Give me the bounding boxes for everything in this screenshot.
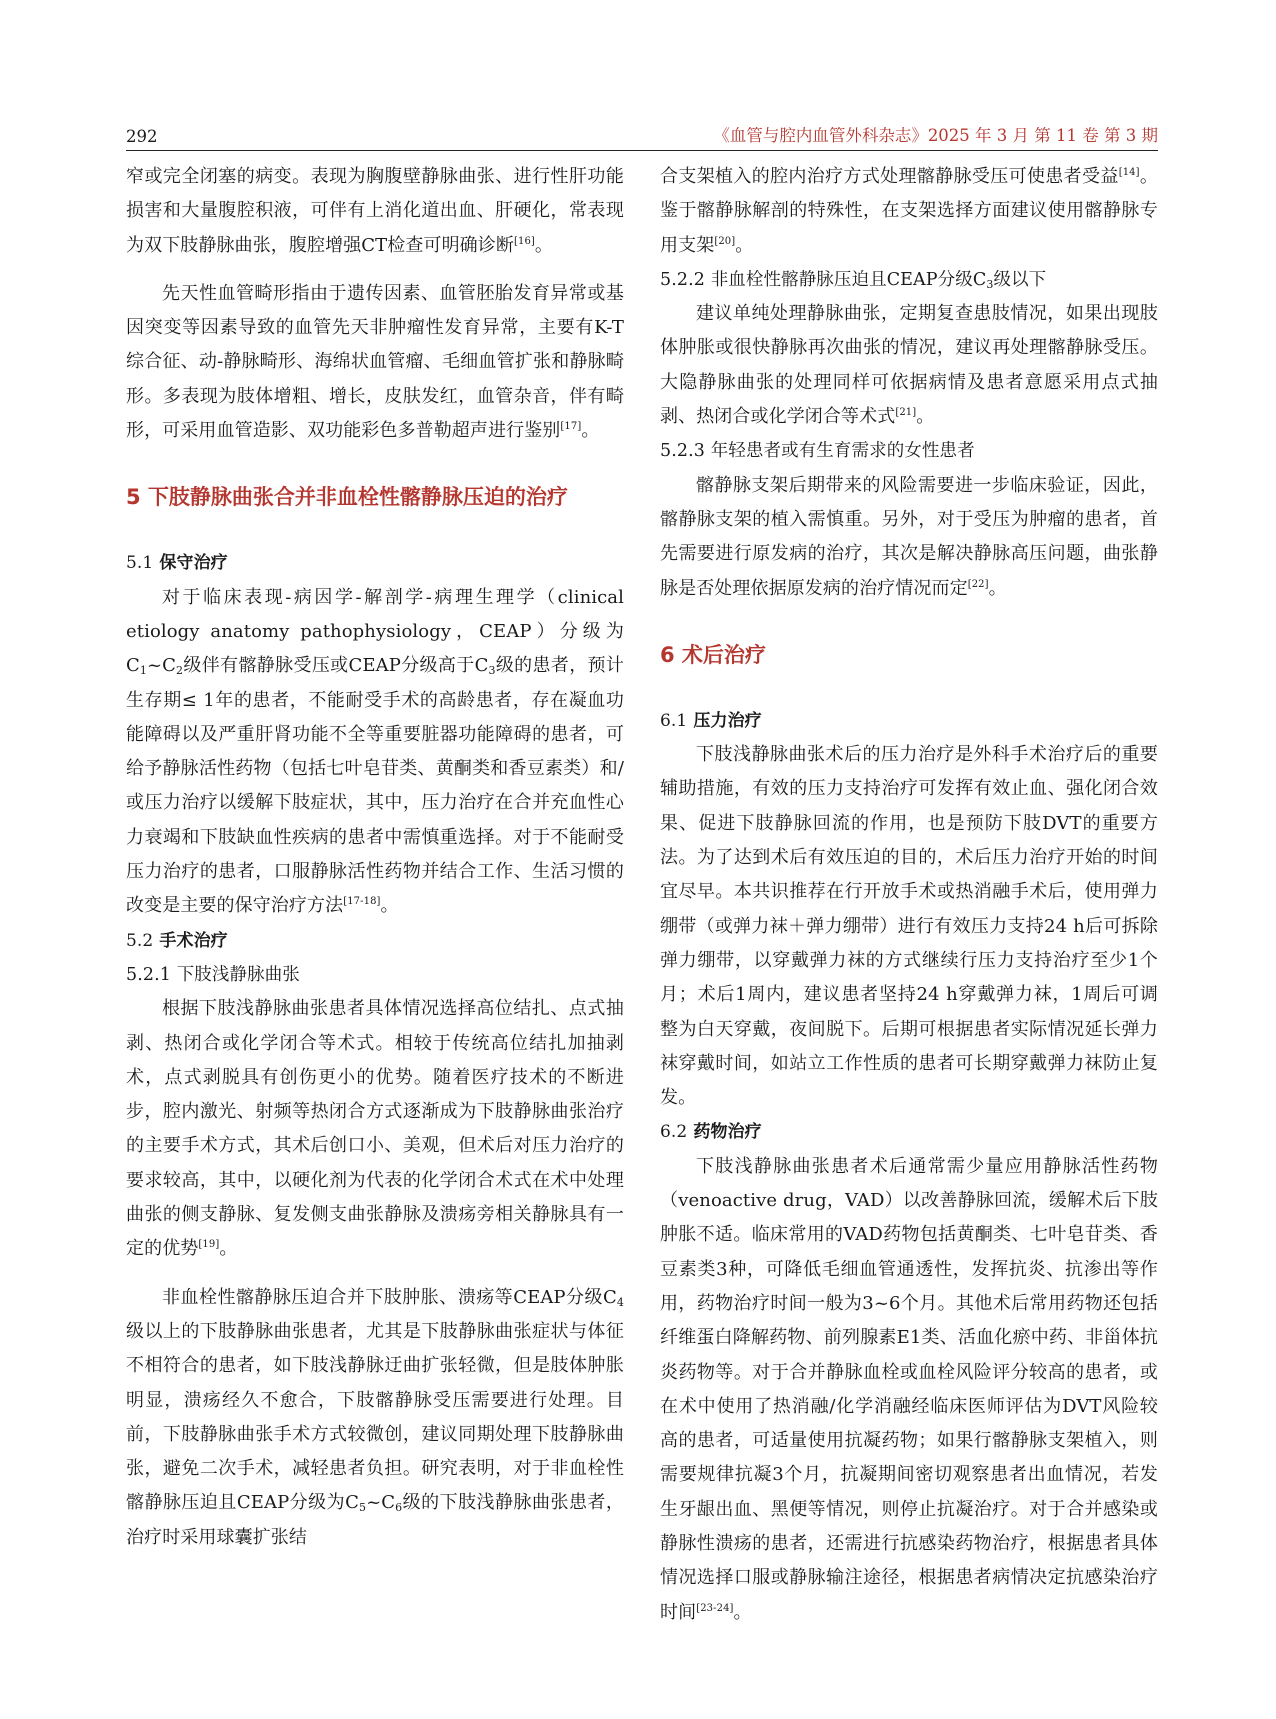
paragraph: 先天性血管畸形指由于遗传因素、血管胚胎发育异常或基因突变等因素导致的血管先天非肿瘤性发育异常，主要有K-T综合征、动-静脉畸形、海绵状血管瘤、毛细血管扩张和静脉畸形。多表现为肢体增粗、增长，皮肤发红，血管杂音，伴有畸形，可采用血管造影、双功能彩色多普勒超声进行鉴别[17]。 (126, 282, 624, 442)
subsubsection-heading: 5.2.1 下肢浅静脉曲张 (126, 964, 300, 985)
citation-ref[interactable]: [17] (560, 421, 582, 433)
left-column (126, 160, 624, 1555)
section-heading: 6 术后治疗 (660, 642, 766, 667)
running-head (126, 118, 1158, 146)
paragraph: 窄或完全闭塞的病变。表现为胸腹壁静脉曲张、进行性肝功能损害和大量腹腔积液，可伴有上消化道出血、肝硬化，常表现为双下肢静脉曲张，腹腔增强CT检查可明确诊断[16]。 (126, 166, 624, 256)
paragraph: 髂静脉支架后期带来的风险需要进一步临床验证，因此，髂静脉支架的植入需慎重。另外，对于受压为肿瘤的患者，首先需要进行原发病的治疗，其次是解决静脉高压问题，曲张静脉是否处理依据原发病的治疗情况而定[22]。 (660, 474, 1158, 599)
subsection-heading: 5.2 手术治疗 (126, 930, 228, 951)
right-column (660, 160, 1158, 1630)
paragraph: 根据下肢浅静脉曲张患者具体情况选择高位结扎、点式抽剥、热闭合或化学闭合等术式。相较于传统高位结扎加抽剥术，点式剥脱具有创伤更小的优势。随着医疗技术的不断进步，腔内激光、射频等热闭合方式逐渐成为下肢静脉曲张治疗的主要手术方式，其术后创口小、美观，但术后对压力治疗的要求较高，其中，以硬化剂为代表的化学闭合术式在术中处理曲张的侧支静脉、复发侧支曲张静脉及溃疡旁相关静脉具有一定的优势[19]。 (126, 998, 624, 1260)
subsubsection-heading: 5.2.2 非血栓性髂静脉压迫且CEAP分级$C_3$级以下 (660, 269, 1047, 291)
section-heading: 5 下肢静脉曲张合并非血栓性髂静脉压迫的治疗 (126, 485, 568, 510)
journal-citation: 《血管与腔内血管外科杂志》2025 年 3 月 第 11 卷 第 3 期 (713, 126, 1158, 145)
paragraph: 非血栓性髂静脉压迫合并下肢肿胀、溃疡等CEAP分级$C_4$级以上的下肢静脉曲张患者，尤其是下肢静脉曲张症状与体征不相符合的患者，如下肢浅静脉迂曲扩张轻微，但是肢体肿胀明显，溃疡经久不愈合，下肢髂静脉受压需要进行处理。目前，下肢静脉曲张手术方式较微创，建议同期处理下肢静脉曲张，避免二次手术，减轻患者负担。研究表明，对于非血栓性髂静脉压迫且CEAP分级为$C_5\sim C_6$级的下肢浅静脉曲张患者，治疗时采用球囊扩张结 (126, 1286, 624, 1548)
citation-ref[interactable]: [19] (198, 1239, 220, 1251)
citation-ref[interactable]: [22] (967, 578, 989, 590)
subsection-heading: 5.1 保守治疗 (126, 553, 228, 574)
paragraph: 合支架植入的腔内治疗方式处理髂静脉受压可使患者受益[14]。鉴于髂静脉解剖的特殊性，在支架选择方面建议使用髂静脉专用支架[20]。 (660, 166, 1158, 256)
citation-ref[interactable]: [23-24] (696, 1602, 734, 1614)
citation-ref[interactable]: [17-18] (343, 896, 381, 908)
citation-ref[interactable]: [14] (1118, 167, 1140, 178)
citation-ref[interactable]: [16] (513, 235, 535, 247)
subsection-heading: 6.2 药物治疗 (660, 1122, 762, 1143)
subsection-heading: 6.1 压力治疗 (660, 710, 762, 731)
citation-ref[interactable]: [21] (895, 407, 917, 419)
paragraph: 对于临床表现-病因学-解剖学-病理生理学（clinical etiology anatomy pathophysiology，CEAP）分级为$C_1\sim C_2$级伴有髂静脉受压或CEAP分级高于$C_3$级的患者，预计生存期≤ 1年的患者，不能耐受手术的高龄患者，存在凝血功能障碍以及严重肝肾功能不全等重要脏器功能障碍的患者，可给予静脉活性药物（包括七叶皂苷类、黄酮类和香豆素类）和/或压力治疗以缓解下肢症状，其中，压力治疗在合并充血性心力衰竭和下肢缺血性疾病的患者中需慎重选择。对于不能耐受压力治疗的患者，口服静脉活性药物并结合工作、生活习惯的改变是主要的保守治疗方法[17-18]。 (126, 586, 625, 917)
citation-ref[interactable]: [20] (714, 235, 736, 247)
page-number: 292 (126, 127, 158, 146)
paragraph: 下肢浅静脉曲张术后的压力治疗是外科手术治疗后的重要辅助措施，有效的压力支持治疗可发挥有效止血、强化闭合效果、促进下肢静脉回流的作用，也是预防下肢DVT的重要方法。为了达到术后有效压迫的目的，术后压力治疗开始的时间宜尽早。本共识推荐在行开放手术或热消融手术后，使用弹力绷带（或弹力袜＋弹力绷带）进行有效压力支持24 h后可拆除弹力绷带，以穿戴弹力袜的方式继续行压力支持治疗至少1个月；术后1周内，建议患者坚持24 h穿戴弹力袜，1周后可调整为白天穿戴，夜间脱下。后期可根据患者实际情况延长弹力袜穿戴时间，如站立工作性质的患者可长期穿戴弹力袜防止复发。 (660, 744, 1158, 1109)
paragraph: 下肢浅静脉曲张患者术后通常需少量应用静脉活性药物（venoactive drug，VAD）以改善静脉回流，缓解术后下肢肿胀不适。临床常用的VAD药物包括黄酮类、七叶皂苷类、香豆素类3种，可降低毛细血管通透性，发挥抗炎、抗渗出等作用，药物治疗时间一般为3~6个月。其他术后常用药物还包括纤维蛋白降解药物、前列腺素E1类、活血化瘀中药、非甾体抗炎药物等。对于合并静脉血栓或血栓风险评分较高的患者，或在术中使用了热消融/化学消融经临床医师评估为DVT风险较高的患者，可适量使用抗凝药物；如果行髂静脉支架植入，则需要规律抗凝3个月，抗凝期间密切观察患者出血情况，若发生牙龈出血、黑便等情况，则停止抗凝治疗。对于合并感染或静脉性溃疡的患者，还需进行抗感染药物治疗，根据患者具体情况选择口服或静脉输注途径，根据患者病情决定抗感染治疗时间[23-24]。 (660, 1155, 1158, 1623)
header-rule (126, 150, 1158, 151)
paragraph: 建议单纯处理静脉曲张，定期复查患肢情况，如果出现肢体肿胀或很快静脉再次曲张的情况，建议再处理髂静脉受压。大隐静脉曲张的处理同样可依据病情及患者意愿采用点式抽剥、热闭合或化学闭合等术式[21]。 (660, 303, 1158, 428)
subsubsection-heading: 5.2.3 年轻患者或有生育需求的女性患者 (660, 441, 975, 462)
